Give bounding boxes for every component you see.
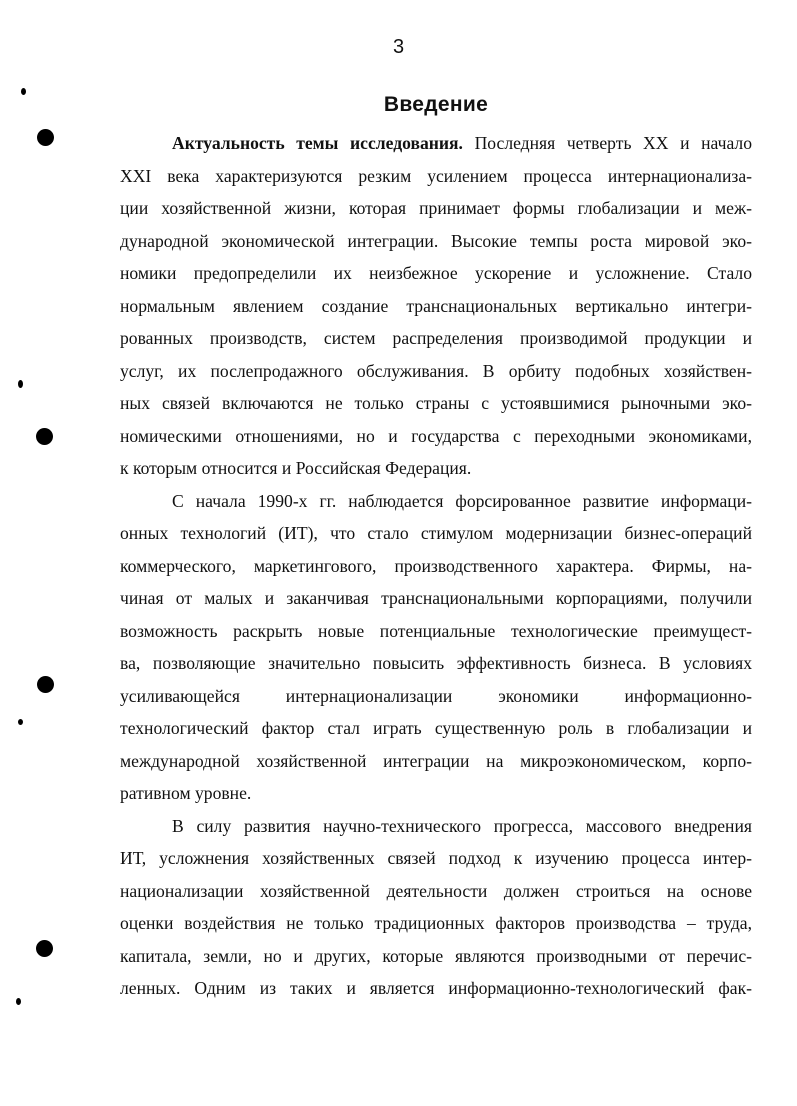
- text-line: онных технологий (ИТ), что стало стимулом модернизации бизнес-операций: [120, 523, 752, 543]
- text-line: международной хозяйственной интеграции на микроэкономическом, корпо-: [120, 750, 752, 771]
- binding-hole-mark: [18, 380, 23, 388]
- text-line: усиливающейся интернационализации экономики информационно-: [120, 685, 752, 706]
- text-line: дународной экономической интеграции. Высокие темпы роста мировой эко-: [120, 230, 752, 251]
- text-line: технологический фактор стал играть существенную роль в глобализации и: [120, 718, 752, 738]
- text-line: капитала, земли, но и других, которые являются производными от перечис-: [120, 945, 752, 966]
- text-line: ных связей включаются не только страны с устоявшимися рыночными эко-: [120, 393, 752, 413]
- text-line: ративном уровне.: [120, 783, 252, 803]
- binding-hole: [36, 940, 53, 957]
- text-line: коммерческого, маркетингового, производственного характера. Фирмы, на-: [120, 555, 752, 576]
- binding-hole: [37, 676, 54, 693]
- binding-hole-mark: [18, 719, 23, 725]
- text-line: Актуальность темы исследования. Последняя четверть XX и начало: [172, 133, 752, 153]
- text-line: ва, позволяющие значительно повысить эффективность бизнеса. В условиях: [120, 653, 752, 673]
- page-number: 3: [392, 36, 405, 58]
- text-line: услуг, их послепродажного обслуживания. В орбиту подобных хозяйствен-: [120, 360, 752, 381]
- text-line: С начала 1990-х гг. наблюдается форсированное развитие информаци-: [172, 490, 752, 511]
- text-line: ленных. Одним из таких и является информационно-технологический фак-: [120, 978, 752, 998]
- text-line: чиная от малых и заканчивая транснациональными корпорациями, получили: [120, 588, 752, 608]
- binding-hole-mark: [16, 998, 21, 1005]
- text-line: XXI века характеризуются резким усилением процесса интернационализа-: [120, 165, 752, 186]
- text-line: В силу развития научно-технического прогресса, массового внедрения: [172, 815, 752, 836]
- text-line: ИТ, усложнения хозяйственных связей подход к изучению процесса интер-: [120, 848, 752, 868]
- page-title: Введение: [383, 93, 489, 116]
- binding-hole-mark: [21, 88, 26, 95]
- text-line: номическими отношениями, но и государства с переходными экономиками,: [120, 425, 752, 446]
- binding-hole: [37, 129, 54, 146]
- text-line: национализации хозяйственной деятельности должен строиться на основе: [120, 880, 752, 901]
- text-line: возможность раскрыть новые потенциальные технологические преимущест-: [120, 620, 752, 641]
- text-line: нормальным явлением создание транснациональных вертикально интегри-: [120, 295, 752, 316]
- body-text: [120, 127, 752, 1005]
- text-line: оценки воздействия не только традиционных факторов производства – труда,: [120, 913, 752, 933]
- binding-hole: [36, 428, 53, 445]
- text-line: номики предопределили их неизбежное ускорение и усложнение. Стало: [120, 263, 752, 283]
- text-line: ции хозяйственной жизни, которая принимает формы глобализации и меж-: [120, 198, 752, 218]
- lead-phrase: Актуальность темы исследования.: [172, 133, 463, 153]
- text-line: к которым относится и Российская Федерация.: [120, 458, 472, 478]
- text-line: рованных производств, систем распределения производимой продукции и: [120, 328, 752, 348]
